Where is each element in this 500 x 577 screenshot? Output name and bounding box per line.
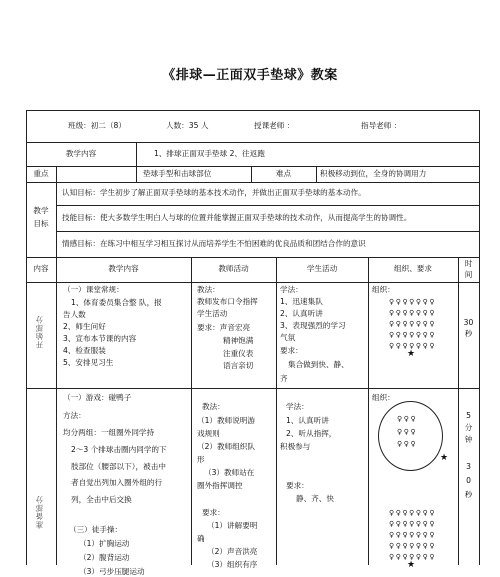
rule xyxy=(26,110,480,111)
goals-label-1: 教学 xyxy=(33,206,49,215)
part1-org-label: 组织： xyxy=(372,285,395,294)
student-row: ♀♀♀♀♀♀♀ xyxy=(389,509,437,517)
teacher-star-icon: ★ xyxy=(440,453,449,463)
rule xyxy=(191,257,192,565)
circle-row: ♀♀♀ xyxy=(397,415,418,423)
rule xyxy=(56,231,480,232)
page-title: 《排球—正面双手垫球》教案 xyxy=(162,68,338,83)
rule xyxy=(26,182,480,183)
circle-row: ♀♀♀ xyxy=(397,440,418,448)
student-row: ♀♀♀♀♀♀♀ xyxy=(389,320,437,328)
student-row: ♀♀♀♀♀♀♀ xyxy=(389,520,437,528)
header-content: 教学内容 xyxy=(108,264,139,273)
part2-label: 准备部分 xyxy=(35,495,44,529)
part2-org-label: 组织： xyxy=(372,393,395,402)
content-label: 教学内容 xyxy=(65,149,97,158)
emotion-goal: 情感目标：在练习中相互学习相互探讨从而培养学生不怕困难的优良品质和团结合作的意识 xyxy=(62,239,366,248)
student-row: ♀♀♀♀♀♀♀ xyxy=(389,298,437,306)
student-row: ♀♀♀♀♀♀♀ xyxy=(389,531,437,539)
lesson-plan-table: 班级：初二（8） 人数：35 人 授课老师 ： 指导老师 ： 教学内容 1、排球正面双手垫球 2、往返跑 重点 垫球手型和击球部位 难点 积极移动到位，全身的协调用力 教学 目标 认知目标：学生初步了解正面双手垫球的基本技术动作，并做出正面双手垫球的基本动作。 技能目标：使大多数学生明白人与球的位置并能掌握正面双手垫球的技术动作，从而提高学生的协调性。 情感目标：在练习中相互学习相互探讨从而培养学生不怕困难的优良品质和团结合作的意识 内容 教学内容 教师活动 学生活动 组织、要求 时 间 开始部分 （一）课堂常规： 1、体育委员集合整 队，报 告人数 2、师生问好 3、宣布本节课的内容 4、检查服装 5、安排见习生 教法： 教师发布口令指挥 学生活动 要求：声音宏亮 精神饱满 注重仪表 语言亲切 学法： 1、迅速集队 2、认真听讲 3、表现强烈的学习 气氛 要求： 集合做到快、静、 齐 组织： ♀♀♀♀♀♀♀ ♀♀♀♀♀♀♀ ♀♀♀♀♀♀♀ ♀♀♀♀♀♀♀ ♀♀♀♀♀♀♀ ★ 30 秒 准备部分 （一）游戏：碰鸭子 方法： 均分两组：一组圈外同学持 2～3 个排球击圈内同学的下 肢部位（腰部以下），被击中 者自觉出列加入圈外组的行 列，全击中后交换 （三）徒手操： （1）扩胸运动 （2）腹背运动 （3）弓步压腿运动 教法： （1）教师说明游 戏规则 （2）教师组织队 形 （3）教师站在 圈外指挥调控 要求： （1）讲解要明 确 （2）声音洪亮 （3）组织有序 学法： 1、认真听讲 2、听从指挥， 积极参与 要求： 静、齐、快 组织： ♀♀♀ ♀♀♀ ♀♀♀ ★ ♀♀♀♀♀♀♀ ♀♀♀♀♀♀♀ ♀♀♀♀♀♀♀ ♀♀♀♀♀♀♀ ♀♀♀♀♀♀♀ ★ 5 分 钟 3 0 秒 xyxy=(26,110,480,565)
rule xyxy=(368,257,369,565)
skill-goal: 技能目标：使大多数学生明白人与球的位置并能掌握正面双手垫球的技术动作，从而提高学生的协调性。 xyxy=(62,213,412,222)
teacher-star-icon: ★ xyxy=(407,560,416,570)
student-row: ♀♀♀♀♀♀♀ xyxy=(389,542,437,550)
rule xyxy=(26,166,480,167)
rule xyxy=(276,257,277,565)
rule xyxy=(26,388,480,389)
key-point-label: 重点 xyxy=(33,169,49,178)
rule xyxy=(56,205,480,206)
student-row: ♀♀♀♀♀♀♀ xyxy=(389,553,437,561)
teacher-star-icon: ★ xyxy=(407,349,416,359)
student-row: ♀♀♀♀♀♀♀ xyxy=(389,309,437,317)
rule xyxy=(479,110,480,565)
header-time-2: 间 xyxy=(464,270,473,279)
rule xyxy=(316,166,317,182)
student-row: ♀♀♀♀♀♀♀ xyxy=(389,331,437,339)
student-count: 人数：35 人 xyxy=(166,121,209,130)
student-row: ♀♀♀♀♀♀♀ xyxy=(389,342,437,350)
header-teacher: 教师活动 xyxy=(218,264,249,273)
rule xyxy=(56,182,57,565)
header-organization: 组织、要求 xyxy=(394,264,432,273)
cognitive-goal: 认知目标：学生初步了解正面双手垫球的基本技术动作，并做出正面双手垫球的基本动作。 xyxy=(62,188,366,197)
header-section: 内容 xyxy=(33,264,49,273)
circle-row: ♀♀♀ xyxy=(397,428,418,436)
goals-label-2: 目标 xyxy=(33,219,49,228)
teacher-label: 授课老师 ： xyxy=(254,121,295,130)
rule xyxy=(26,257,480,258)
header-time-1: 时 xyxy=(464,259,473,268)
rule xyxy=(26,282,480,283)
part1-label: 开始部分 xyxy=(35,315,44,349)
circle-field xyxy=(378,401,443,471)
difficulty-label: 难点 xyxy=(275,169,292,178)
class-info: 班级：初二（8） xyxy=(68,121,126,130)
difficulty-value: 积极移动到位，全身的协调用力 xyxy=(320,169,427,178)
rule xyxy=(56,166,57,182)
rule xyxy=(26,142,480,143)
key-point-value: 垫球手型和击球部位 xyxy=(143,169,212,178)
rule xyxy=(136,142,137,182)
header-student: 学生活动 xyxy=(306,264,338,273)
content-value: 1、排球正面双手垫球 2、往返跑 xyxy=(154,149,265,158)
advisor-label: 指导老师 ： xyxy=(361,121,402,130)
